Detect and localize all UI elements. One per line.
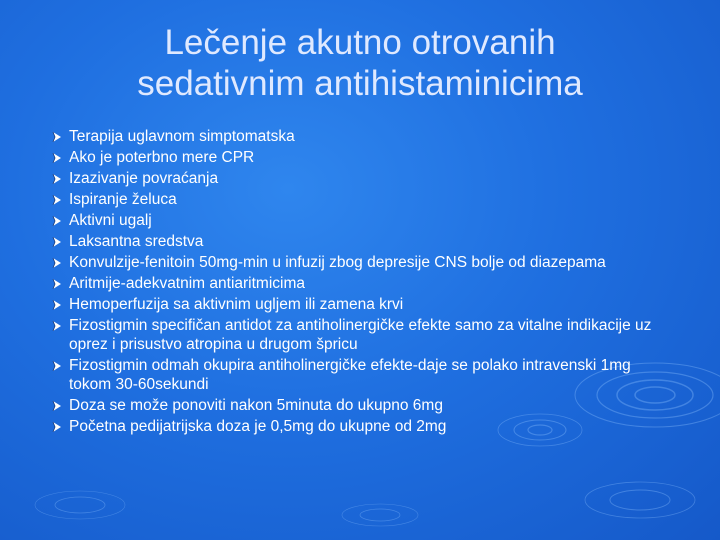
bullet-text: Aktivni ugalj (69, 212, 152, 229)
slide-title (60, 22, 660, 104)
bullet-item (52, 127, 662, 146)
bullet-item (52, 190, 662, 209)
bullet-item (52, 148, 662, 167)
arrow-bullet-icon (52, 174, 61, 184)
arrow-bullet-icon (52, 300, 61, 310)
arrow-bullet-icon (52, 321, 61, 331)
bullet-list (52, 127, 662, 438)
bullet-text: Aritmije-adekvatnim antiaritmicima (69, 275, 306, 292)
bullet-item (52, 232, 662, 251)
bullet-text: Fizostigmin specifičan antidot za antiholinergičke efekte samo za vitalne indikacije uz oprez i prisustvo atropina u drugom špricu (69, 317, 652, 353)
arrow-bullet-icon (52, 195, 61, 205)
bullet-text: Laksantna sredstva (69, 233, 204, 250)
bullet-item (52, 274, 662, 293)
arrow-bullet-icon (52, 216, 61, 226)
title-line-1: Lečenje akutno otrovanih (164, 23, 556, 62)
bullet-item (52, 169, 662, 188)
arrow-bullet-icon (52, 422, 61, 432)
bullet-item (52, 253, 662, 272)
bullet-item (52, 316, 662, 354)
title-line-2: sedativnim antihistaminicima (137, 64, 583, 103)
bullet-text: Fizostigmin odmah okupira antiholinergičke efekte-daje se polako intravenski 1mg tokom 30-60sekundi (69, 357, 631, 393)
bullet-item (52, 417, 662, 436)
arrow-bullet-icon (52, 237, 61, 247)
arrow-bullet-icon (52, 153, 61, 163)
bullet-text: Izazivanje povraćanja (69, 170, 219, 187)
arrow-bullet-icon (52, 132, 61, 142)
bullet-text: Hemoperfuzija sa aktivnim ugljem ili zamena krvi (69, 296, 404, 313)
bullet-text: Početna pedijatrijska doza je 0,5mg do ukupne od 2mg (69, 418, 447, 435)
bullet-item (52, 295, 662, 314)
arrow-bullet-icon (52, 361, 61, 371)
bullet-text: Ako je poterbno mere CPR (69, 149, 255, 166)
bullet-item (52, 396, 662, 415)
bullet-text: Terapija uglavnom simptomatska (69, 128, 295, 145)
bullet-text: Konvulzije-fenitoin 50mg-min u infuzij zbog depresije CNS bolje od diazepama (69, 254, 606, 271)
arrow-bullet-icon (52, 401, 61, 411)
bullet-text: Doza se može ponoviti nakon 5minuta do ukupno 6mg (69, 397, 443, 414)
arrow-bullet-icon (52, 279, 61, 289)
bullet-item (52, 211, 662, 230)
bullet-item (52, 356, 662, 394)
arrow-bullet-icon (52, 258, 61, 268)
bullet-text: Ispiranje želuca (69, 191, 177, 208)
